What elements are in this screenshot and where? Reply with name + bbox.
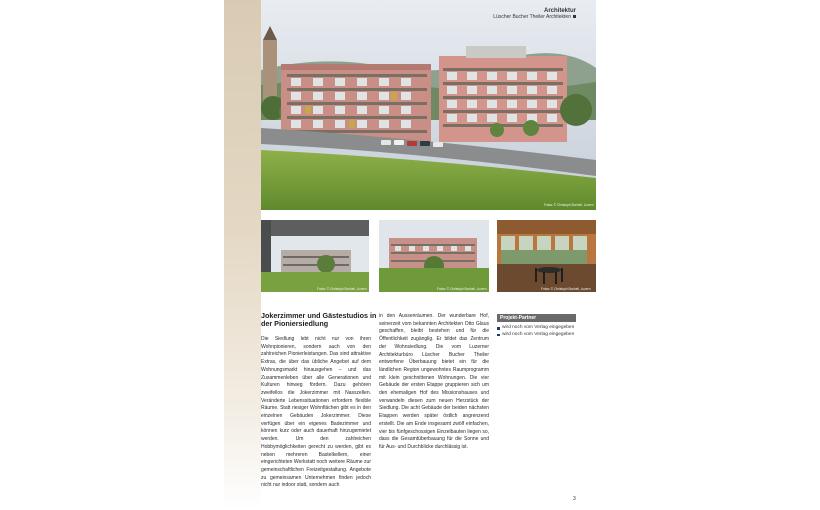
article-column-2: in den Aussenräumen. Der wunderbare Hof, seinerzeit vom bekannten Architekten Otto Glaus geschaffen, bleibt bestehen und für die Öffentlichkeit zugänglig. Er bildet das Zentrum der Wohnsiedlung. Die vom Luzerner Architekturbüro Lüscher Bucher Theiler entworfene Überbauung bietet ein für die ländlichen Region ungewohntes Raumprogramm mit klein geschnittenen Wohnungen. Die vier Gebäude der ersten Etappe gruppieren sich um den ehemaligen Hof des Missionshauses und verwandeln diesen zum neuen Herzstück der Siedlung. Die acht Gebäude der beiden nächsten Etappen werden später östlich angrenzend erstellt. Die am Ende insgesamt zwölf einfachen, vier bis fünfgeschossigen Einzelbauten liegen so, dass die Gesamtüberbauung für die Sonne und für Aus- und Durchblicke durchlässig ist.: [379, 313, 489, 450]
article-headline: Jokerzimmer und Gästestudios in der Pioniersiedlung: [261, 311, 377, 329]
page-number: 3: [573, 496, 576, 502]
article-column-1: Die Siedlung lebt nicht nur von ihren Wohnpionieren, sondern auch von den zahlreichen Pionierleistungen. Das sind attraktive Extras, die über das übliche Angebot auf dem Wohnungsmarkt hinausgehen – und das Zusammenleben über alle Generationen und Kulturen hinweg fördern. Dazu gehören zweifellos die Jokerzimmer mit Nasszellen. Veränderte Lebenssituationen erfordern flexible Räume. Statt riesiger Wohnflächen gibt es in den einzelnen Gebäuden Jokerzimmer. Diese verfügen über ein eigenes Badezimmer und können kurz oder auch dauerhaft hinzugemietet werden. Um den zahlreichen Hobbymöglichkeiten gerecht zu werden, gibt es neben mehreren Bastelkellern, einer eingerichteten Werkstatt noch weitere Räume zur gemeinschaftlichen Freizeitgestaltung. Angebote zu gemeinsamen Unternehmen finden jedoch nicht nur indoor statt, sondern auch: [261, 336, 371, 489]
thumbnail-photo-3: [497, 220, 596, 292]
square-marker-icon: [573, 15, 576, 18]
left-color-band: [224, 0, 261, 510]
magazine-page: [224, 0, 596, 510]
hero-photo-illustration: [261, 0, 596, 210]
thumbnail-photo-2: [379, 220, 489, 292]
project-partner-item: wird noch vom Verlag eingegeben: [497, 325, 576, 331]
thumbnail-photo-1: [261, 220, 369, 292]
section-title: Architektur: [543, 8, 576, 14]
thumbnail-1-illustration: [261, 220, 369, 292]
project-partner-box: [497, 314, 576, 338]
header-subtitle: [493, 15, 576, 21]
thumbnail-2-credit: Fotos: © Christoph Bucheli, Luzern: [437, 287, 487, 291]
hero-photo-credit: Fotos: © Christoph Bucheli, Luzern: [544, 203, 594, 207]
header-subtitle-text: Lüscher Bucher Theiler Architekten: [493, 13, 571, 20]
hero-photo: [261, 0, 596, 210]
project-partner-item: wird noch vom Verlag eingegeben: [497, 332, 576, 338]
thumbnail-3-illustration: [497, 220, 596, 292]
page-header: [493, 8, 576, 21]
project-partner-list: [497, 325, 576, 337]
thumbnail-3-credit: Fotos: © Christoph Bucheli, Luzern: [541, 287, 591, 291]
thumbnail-1-credit: Fotos: © Christoph Bucheli, Luzern: [317, 287, 367, 291]
thumbnail-2-illustration: [379, 220, 489, 292]
project-partner-title: Projekt-Partner: [497, 314, 576, 322]
